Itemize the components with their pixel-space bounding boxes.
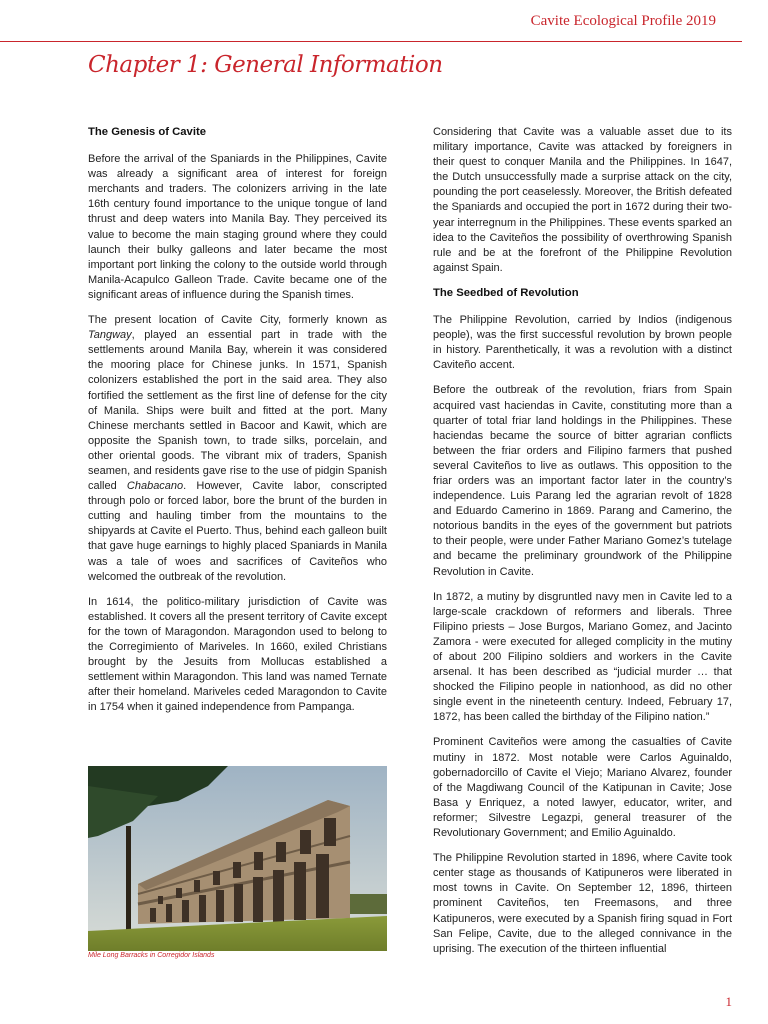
paragraph: In 1872, a mutiny by disgruntled navy men in Cavite led to a large-scale crackdown of reformers and liberals. Three Filipino priests – Jose Burgos, Mariano Gomez, and Jacinto Zamora - were executed for alleged complicity in the mutiny of about 200 Filipino soldiers and workers in the Cavite arsenal. It has been described as “judicial murder … that shocked the Filipino people in nationhood, as did no other single event in the nineteenth century. Indeed, February 17, 1872, has been called the birthday of the Filipino nation.”: [433, 590, 732, 724]
barracks-illustration: [88, 766, 387, 951]
italic-term-tangway: Tangway: [88, 329, 132, 342]
chapter-title: Chapter 1: General Information: [88, 52, 443, 78]
page-header: [0, 0, 768, 44]
header-rule: [0, 41, 742, 42]
paragraph: [88, 313, 387, 585]
photo-caption: Mile Long Barracks in Corregidor Islands: [88, 952, 215, 959]
text-run: The present location of Cavite City, formerly known as: [88, 314, 387, 327]
right-column: [433, 125, 732, 967]
left-column: [88, 125, 387, 725]
text-run: , played an essential part in trade with the settlements around Manila Bay, wherein it was considered the mooring place for Chinese junks. In 1571, Spanish colonizers established the port in the said area. They also fortified the settlement as the first line of defense for the city of Manila. Ships were built and fitted at the port. Many Chinese merchants settled in Bacoor and Kawit, which are opposite the Spanish town, to trade silks, porcelain, and other oriental goods. The vibrant mix of traders, Spanish seamen, and residents gave rise to the use of pidgin Spanish called: [88, 329, 387, 493]
paragraph: The Philippine Revolution, carried by Indios (indigenous people), was the first successful revolution by brown people in history. Parenthetically, it was a revolution with a distinct Caviteño accent.: [433, 314, 732, 372]
header-title: Cavite Ecological Profile 2019: [530, 13, 716, 29]
text-run: . However, Cavite labor, conscripted through polo or forced labor, bore the brunt of the burden in cutting and hauling timber from the mountains to the shipyards at Cavite el Puerto. Thus, behind each galleon built that gave huge earnings to highly placed Spaniards in Manila was a tale of woes and sacrifices of Caviteños who welcomed the outbreak of the revolution.: [88, 480, 387, 583]
paragraph: Before the arrival of the Spaniards in the Philippines, Cavite was already a significant area of interest for foreign merchants and traders. The colonizers arriving in the late 16th century found importance to the unique tongue of land thrust and deep waters into Manila Bay. They perceived its value to become the main staging ground where they could launch their bulky galleons and later became the most important port linking the colony to the outside world through Manila-Acapulco Galleon Trade. Cavite became one of the significant areas of influence during the Spanish times.: [88, 153, 387, 301]
italic-term-chabacano: Chabacano: [126, 480, 184, 493]
paragraph: In 1614, the politico-military jurisdiction of Cavite was established. It covers all the present territory of Cavite except for the town of Maragondon. Maragondon used to belong to the Corregimiento of Mariveles. In 1660, exiled Christians brought by the Jesuits from Mollucas established a settlement within Maragondon. This land was named Ternate after their homeland. Mariveles ceded Maragondon to Cavite in 1754 when it gained independence from Pampanga.: [88, 595, 387, 714]
page-number: 1: [725, 994, 732, 1009]
barracks-photo: [88, 766, 387, 951]
section-heading-genesis: The Genesis of Cavite: [88, 126, 207, 138]
paragraph: Before the outbreak of the revolution, friars from Spain acquired vast haciendas in Cavite, constituting more than a quarter of total friar land holdings in the Philippines. These haciendas became the source of bitter agrarian conflicts between the friar orders and Filipino farmers that pushed several Caviteños to live as outlaws. This opposition to the friar orders was an important factor later in the country’s independence. Luis Parang led the agrarian revolt of 1828 and Eduardo Camerino in 1869. Parang and Camerino, the notorious bandits in the eyes of the government but patriots to their people, were under Father Mariano Gomez’s tutelage and became the preliminary groundwork of the Philippine Revolution in Cavite.: [433, 384, 732, 578]
section-heading-seedbed: The Seedbed of Revolution: [433, 286, 579, 299]
paragraph: Prominent Caviteños were among the casualties of Cavite mutiny in 1872. Most notable were Carlos Aguinaldo, gobernadorcillo of Cavite el Viejo; Mariano Alvarez, founder of the Magdiwang Council of the Katipunan in Cavite; Jose Basa y Enriquez, a noted lawyer, educator, writer, and reformer; Silvestre Legazpi, general treasurer of the Revolutionary Government; and Emilio Aguinaldo.: [433, 736, 732, 840]
paragraph: The Philippine Revolution started in 1896, where Cavite took center stage as thousands of Katipuneros were liberated in most towns in Cavite. On September 12, 1896, thirteen prominent Caviteños, ten Freemasons, and three Katipuneros, were executed by a Spanish firing squad in Fort San Felipe, Cavite, due to the alleged connivance in the uprising. The execution of the thirteen influential: [433, 852, 732, 955]
paragraph: Considering that Cavite was a valuable asset due to its military importance, Cavite was attacked by foreigners in their quest to conquer Manila and the Philippines. In 1647, the Dutch unsuccessfully made a surprise attack on the city, pounding the port ceaselessly. Moreover, the British defeated the Spaniards and occupied the port in 1672 during their two-year interregnum in the Philippines. These events sparked an idea to the Caviteños the possibility of overthrowing Spanish rule and be at the forefront of the Philippine Revolution against Spain.: [433, 126, 732, 274]
